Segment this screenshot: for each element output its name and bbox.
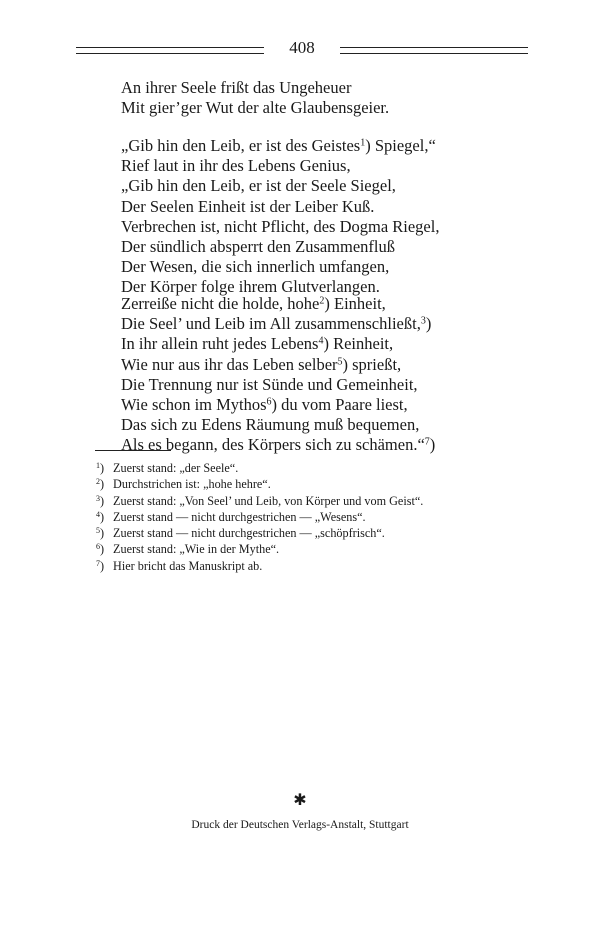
footnote-text: Zuerst stand — nicht durchgestrichen — „schöpfrisch“. bbox=[110, 526, 385, 541]
poem-text: Zerreiße nicht die holde, hohe bbox=[121, 294, 320, 313]
page-number: 408 bbox=[289, 38, 315, 57]
footnote-mark: $^4$) bbox=[96, 509, 105, 524]
poem-line: An ihrer Seele frißt das Ungeheuer bbox=[121, 78, 352, 97]
footnote bbox=[96, 525, 423, 541]
footnote bbox=[96, 509, 423, 525]
footnote-ref: 5 bbox=[337, 356, 343, 368]
poem-line bbox=[121, 294, 435, 314]
poem-text: ) du vom Paare liest, bbox=[271, 395, 408, 415]
footnote-ref: 6 bbox=[266, 396, 272, 408]
footnote-mark: $^2$) bbox=[96, 477, 105, 492]
footnote-text: Zuerst stand: „Von Seel’ und Leib, von Körper und vom Geist“. bbox=[110, 493, 424, 508]
footnote bbox=[96, 558, 423, 574]
stanza-2 bbox=[121, 136, 439, 298]
footnote-text: Hier bricht das Manuskript ab. bbox=[110, 558, 263, 573]
poem-text: „Gib hin den Leib, er ist des Geistes bbox=[121, 136, 361, 155]
footnote-ref: 1 bbox=[360, 137, 366, 149]
poem-line: Der Seelen Einheit ist der Leiber Kuß. bbox=[121, 196, 375, 216]
poem-line bbox=[121, 395, 435, 415]
poem-line bbox=[121, 314, 435, 334]
poem-line bbox=[121, 355, 435, 375]
poem-line: Das sich zu Edens Räumung muß bequemen, bbox=[121, 415, 420, 435]
poem-text: ) Spiegel,“ bbox=[365, 136, 436, 155]
poem-text: Wie schon im Mythos bbox=[121, 395, 267, 415]
footnote-text: Zuerst stand: „Wie in der Mythe“. bbox=[110, 542, 280, 557]
footnote-mark: $^5$) bbox=[96, 526, 105, 541]
poem-text: ) bbox=[425, 314, 432, 334]
stanza-1 bbox=[121, 78, 389, 118]
footnote bbox=[96, 460, 423, 476]
page-header bbox=[76, 40, 528, 60]
poem-line: Rief laut in ihr des Lebens Genius, bbox=[121, 156, 351, 176]
printer-colophon: Druck der Deutschen Verlags-Anstalt, Stuttgart bbox=[191, 819, 409, 831]
footnote bbox=[96, 476, 423, 492]
poem-line: Mit gier’ger Wut der alte Glaubensgeier. bbox=[121, 98, 390, 118]
footnote-rule bbox=[95, 450, 171, 451]
poem-text: ) sprießt, bbox=[342, 354, 402, 374]
asterism: ✱ bbox=[293, 792, 307, 809]
footnote bbox=[96, 541, 423, 557]
footnote-mark: $^6$) bbox=[96, 542, 105, 557]
poem-text: Die Seel’ und Leib im All zusammenschließt, bbox=[121, 314, 421, 334]
poem-text: Wie nur aus ihr das Leben selber bbox=[121, 354, 338, 374]
footnote-ref: 3 bbox=[420, 315, 426, 327]
footnote-mark: $^1$) bbox=[96, 461, 105, 475]
poem-line bbox=[121, 334, 435, 354]
footnote-text: Zuerst stand: „der Seele“. bbox=[110, 461, 239, 475]
stanza-3 bbox=[121, 294, 435, 456]
footnote-text: Zuerst stand — nicht durchgestrichen — „Wesens“. bbox=[110, 509, 366, 524]
footnote-mark: $^7$) bbox=[96, 558, 105, 573]
poem-line: Der sündlich absperrt den Zusammenfluß bbox=[121, 237, 396, 257]
footnote bbox=[96, 493, 423, 509]
footnotes bbox=[96, 460, 423, 574]
footnote-ref: 2 bbox=[319, 295, 325, 307]
footnote-ref: 7 bbox=[424, 436, 430, 448]
footnote-ref: 4 bbox=[318, 335, 324, 347]
poem-line: Die Trennung nur ist Sünde und Gemeinheit, bbox=[121, 374, 418, 394]
poem-text: ) bbox=[429, 435, 436, 455]
poem-text: Als es begann, des Körpers sich zu schämen.“ bbox=[121, 435, 425, 455]
poem-line bbox=[121, 435, 435, 455]
poem-text: ) Reinheit, bbox=[323, 334, 394, 354]
poem-line: Der Wesen, die sich innerlich umfangen, bbox=[121, 257, 390, 277]
poem-text: ) Einheit, bbox=[324, 294, 386, 313]
footnote-mark: $^3$) bbox=[96, 493, 105, 508]
footnote-text: Durchstrichen ist: „hohe hehre“. bbox=[110, 477, 271, 492]
poem-line: „Gib hin den Leib, er ist der Seele Siegel, bbox=[121, 176, 396, 196]
poem-text: In ihr allein ruht jedes Lebens bbox=[121, 334, 319, 354]
header-rule-right bbox=[340, 47, 528, 54]
poem-line bbox=[121, 136, 439, 156]
poem-line: Verbrechen ist, nicht Pflicht, des Dogma Riegel, bbox=[121, 216, 440, 236]
poem-line: Der Körper folge ihrem Glutverlangen. bbox=[121, 277, 380, 297]
